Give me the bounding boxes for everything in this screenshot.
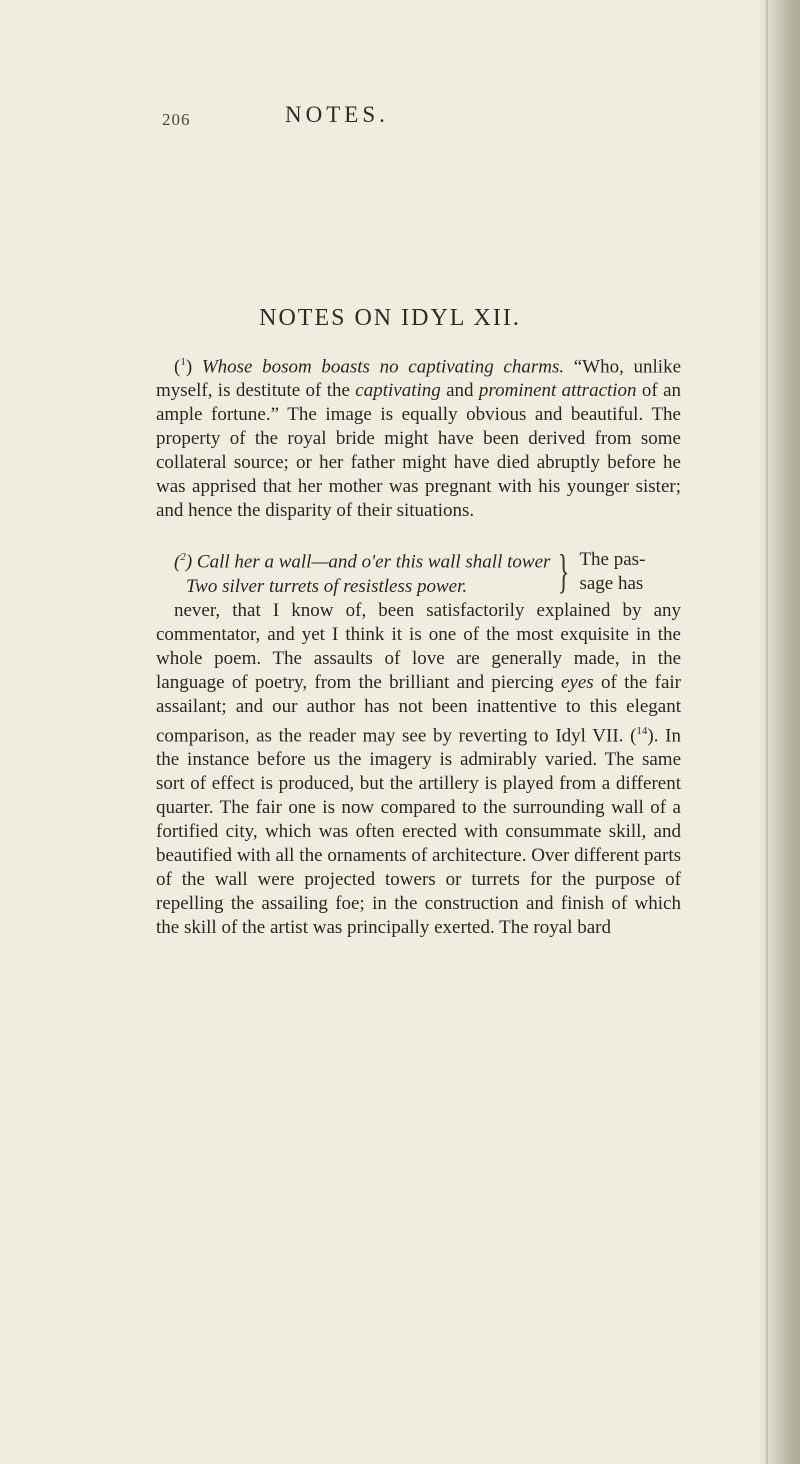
note-2-italic: eyes: [560, 671, 594, 693]
page-edge: [760, 0, 800, 1464]
note-2-text: of the fair assailant; and our author has not been inattentive to this elegant comparison, as the reader may see by reverting to Idyl VII. (: [156, 671, 681, 746]
note-2-verse: [156, 545, 681, 598]
note-2-verse-after: [579, 548, 681, 596]
verse-line: Two silver turrets of resistless power.: [186, 575, 468, 597]
note-1-paragraph: ($^1$) Whose bosom boasts no captivating charms. “Who, unlike myself, is destitute of the captivating and prominent attraction of an ample fortune.” The image is equally obvious and beautiful. The property of the royal bride might have been derived from some collateral source; or her father might have died abruptly before he was apprised that her mother was pregnant with his younger sister; and hence the disparity of their situations.: [156, 356, 682, 522]
page-header: [162, 92, 662, 132]
page-number: 206: [162, 110, 191, 129]
note-1-italic: prominent attraction: [478, 380, 637, 402]
note-1-number: 1: [180, 356, 186, 368]
verse-after-text: sage has: [579, 572, 644, 594]
note-2-text: ). In the instance before us the imagery is admirably varied. The same sort of effect is produced, but the artillery is played from a different quarter. The fair one is now compared to the surrounding wall of a fortified city, which was often erected with consummate skill, and beautified with all the ornaments of architecture. Over different parts of the wall were projected towers or turrets for the purpose of repelling the assailing foe; in the construction and finish of which the skill of the artist was principally exerted. The royal bard: [156, 724, 682, 938]
note-2-verse-lines: ($^2$) Call her a wall—and o'er this wall shall tower Two silver turrets of resistless power.: [174, 551, 551, 597]
note-2-text: never, that I know of, been satisfactorily explained by any commentator, and yet I think it is one of the most exquisite in the whole poem. The assaults of love are generally made, in the language of poetry, from the brilliant and piercing: [156, 599, 681, 693]
note-1-text: “Who, unlike myself, is destitute of the: [156, 356, 682, 402]
note-2-number: 2: [180, 551, 186, 564]
note-1-text: of an ample fortune.” The image is equally obvious and beautiful. The property of the royal bride might have been derived from some collateral source; or her father might have died abruptly before he was apprised that her mother was pregnant with his younger sister; and hence the disparity of their situations.: [156, 380, 682, 522]
verse-line: Call her a wall—and o'er this wall shall tower: [196, 551, 551, 573]
note-1: [156, 350, 681, 523]
note-2-reference: 14: [636, 724, 648, 737]
note-1-text: and: [440, 380, 479, 402]
note-2: [156, 545, 681, 940]
note-1-lemma: Whose bosom boasts no captivating charms.: [201, 356, 565, 378]
section-title: NOTES ON IDYL XII.: [259, 305, 521, 331]
notes-body: [156, 350, 681, 962]
brace-glyph: }: [558, 544, 570, 598]
note-2-paragraph: [156, 599, 681, 940]
running-head: NOTES.: [285, 102, 389, 127]
note-1-italic: captivating: [355, 380, 441, 402]
verse-after-text: The pas-: [579, 548, 646, 570]
